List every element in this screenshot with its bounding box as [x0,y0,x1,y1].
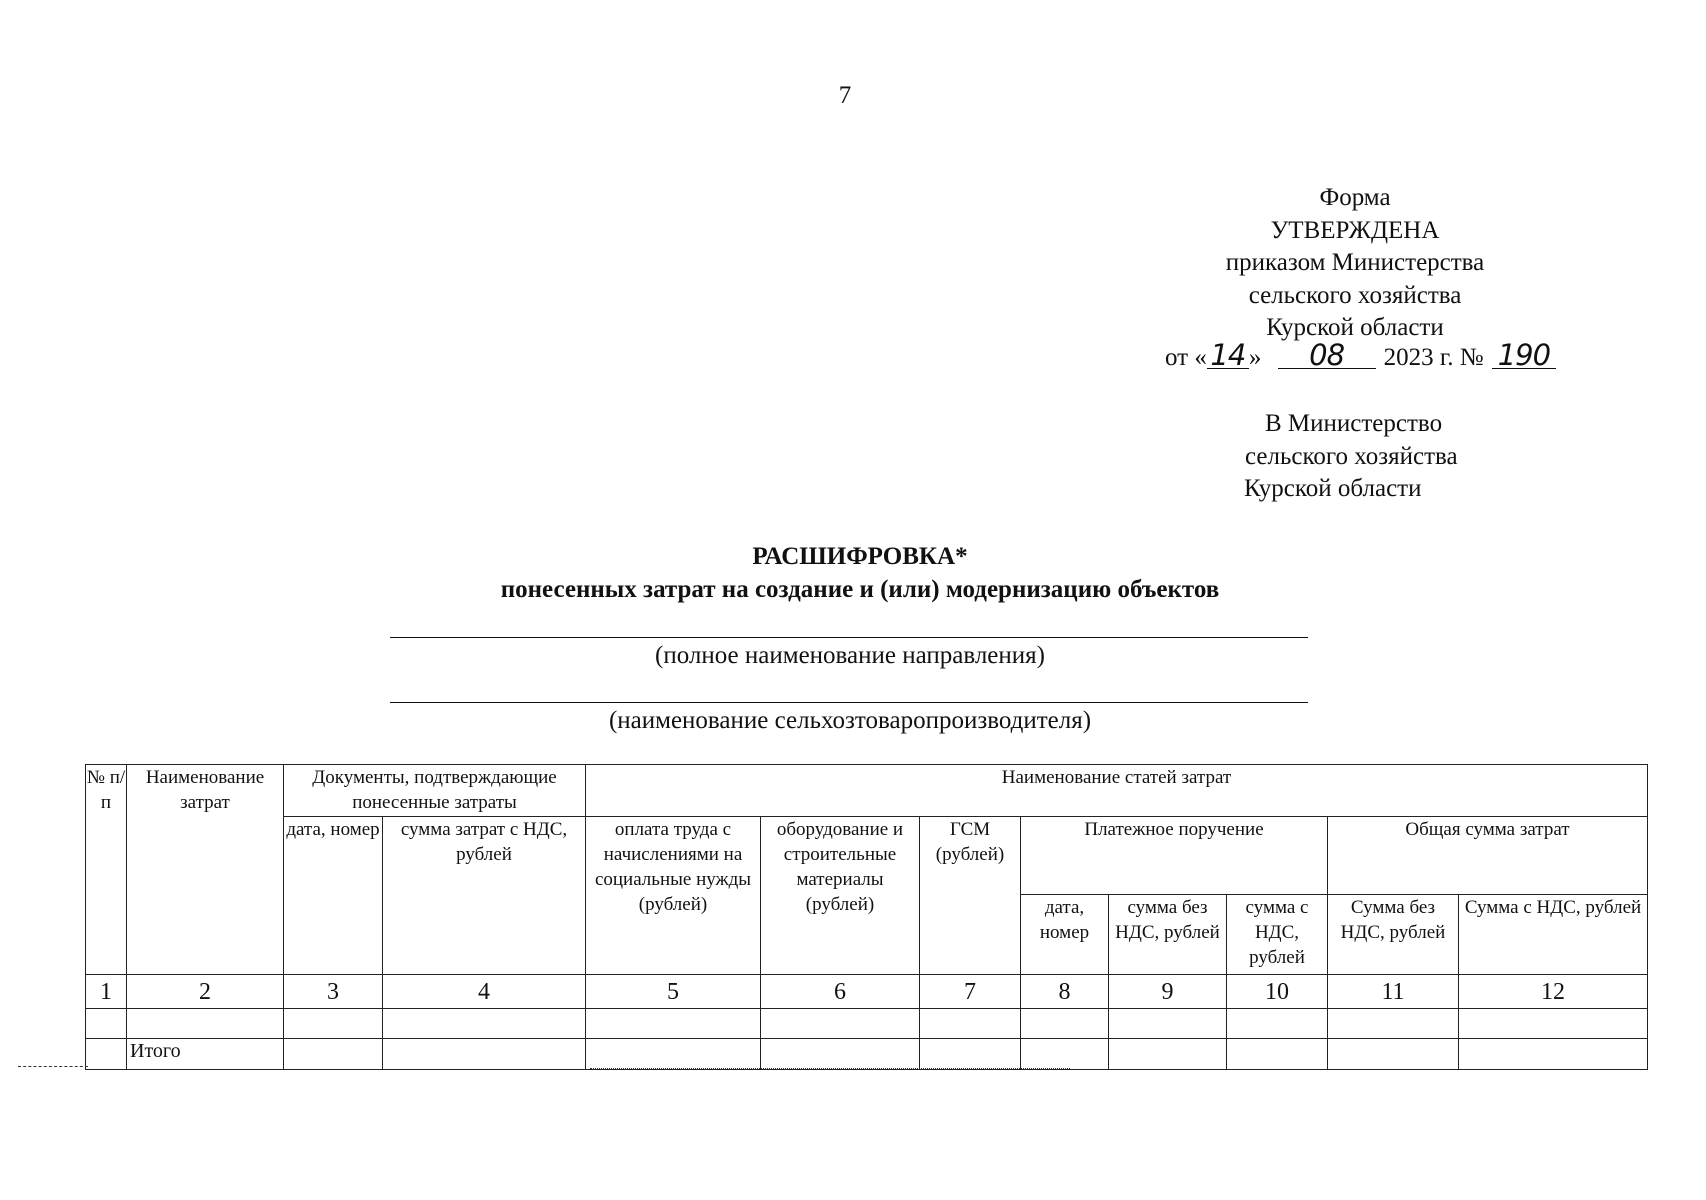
column-number-row [86,975,1648,1009]
recipient-line-1: В Министерство [1265,410,1443,437]
approval-block [1125,182,1585,345]
table-cell [920,1039,1021,1070]
page-number: 7 [838,82,852,109]
title-subtitle: понесенных затрат на создание и (или) модернизацию объектов [500,576,1220,603]
table-cell [1328,1039,1459,1070]
header-fuel: ГСМ (рублей) [920,817,1021,975]
table-cell [284,1009,383,1039]
approval-line-ministry: сельского хозяйства [1248,281,1462,309]
table-cell [761,1009,920,1039]
table-cell [1459,1039,1648,1070]
expense-table [85,764,1648,1070]
table-cell [1459,1009,1648,1039]
col-number-7: 7 [920,975,1021,1009]
table-cell [86,1009,127,1039]
recipient-line-2: сельского хозяйства [1245,442,1458,470]
table-cell [1227,1039,1328,1070]
header-pay-date: дата, номер [1021,895,1109,975]
recipient-block [1245,408,1458,506]
header-row-2 [86,817,1648,895]
col-number-2: 2 [127,975,284,1009]
handwritten-order-number: 190 [1492,342,1556,369]
direction-caption: (полное наименование направления) [655,642,1045,669]
table-cell [86,1039,127,1070]
header-pay-no-vat: сумма без НДС, рублей [1109,895,1227,975]
table-cell [586,1009,761,1039]
document-title [380,540,1340,606]
table-cell [1227,1009,1328,1039]
approval-line-order: приказом Министерства [1225,249,1485,276]
header-total-no-vat: Сумма без НДС, рублей [1328,895,1459,975]
table-cell [1109,1039,1227,1070]
total-row [86,1039,1648,1070]
col-number-5: 5 [586,975,761,1009]
header-num: № п/п [86,765,127,975]
col-number-10: 10 [1227,975,1328,1009]
header-name: Наименование затрат [127,765,284,975]
table-cell [1021,1009,1109,1039]
title-main: РАСШИФРОВКА* [752,543,968,570]
table-cell [1328,1009,1459,1039]
col-number-12: 12 [1459,975,1648,1009]
col-number-11: 11 [1328,975,1459,1009]
approval-line-region: Курской области [1266,314,1444,341]
header-total-sum: Общая сумма затрат [1328,817,1648,895]
header-equipment: оборудование и строительные материалы (рублей) [761,817,920,975]
table-cell [284,1039,383,1070]
recipient-line-3: Курской области [1244,475,1422,502]
table-cell [383,1009,586,1039]
approval-line-approved: УТВЕРЖДЕНА [1270,216,1440,244]
header-docs: Документы, подтверждающие понесенные затраты [284,765,586,817]
col-number-4: 4 [383,975,586,1009]
scan-artifact-line [590,1068,1070,1069]
producer-fill-line [390,702,1308,703]
table-cell [1109,1009,1227,1039]
header-labor: оплата труда с начислениями на социальные нужды (рублей) [586,817,761,975]
table-cell [127,1009,284,1039]
table-row [86,1009,1648,1039]
date-prefix: от « [1165,344,1207,371]
approval-line-form: Форма [1319,184,1391,211]
total-label: Итого [127,1039,284,1070]
handwritten-day: 14 [1207,342,1249,369]
header-row-1 [86,765,1648,817]
direction-fill-line [390,637,1308,638]
approval-date-line [1165,338,1556,372]
header-doc-sum: сумма затрат с НДС, рублей [383,817,586,975]
table-cell [761,1039,920,1070]
table-cell [586,1039,761,1070]
header-doc-date: дата, номер [284,817,383,975]
date-quote-close: » [1248,344,1262,371]
col-number-8: 8 [1021,975,1109,1009]
table-cell [920,1009,1021,1039]
col-number-6: 6 [761,975,920,1009]
header-pay-vat: сумма с НДС, рублей [1227,895,1328,975]
col-number-3: 3 [284,975,383,1009]
header-total-vat: Сумма с НДС, рублей [1459,895,1648,975]
producer-caption: (наименование сельхозтоваропроизводителя) [608,707,1092,734]
scan-artifact-line [18,1066,88,1067]
table-cell [383,1039,586,1070]
table-cell [1021,1039,1109,1070]
handwritten-month: 08 [1278,342,1376,369]
header-articles: Наименование статей затрат [586,765,1648,817]
col-number-1: 1 [86,975,127,1009]
date-year-number: 2023 г. № [1383,344,1484,371]
header-payment-order: Платежное поручение [1021,817,1328,895]
col-number-9: 9 [1109,975,1227,1009]
